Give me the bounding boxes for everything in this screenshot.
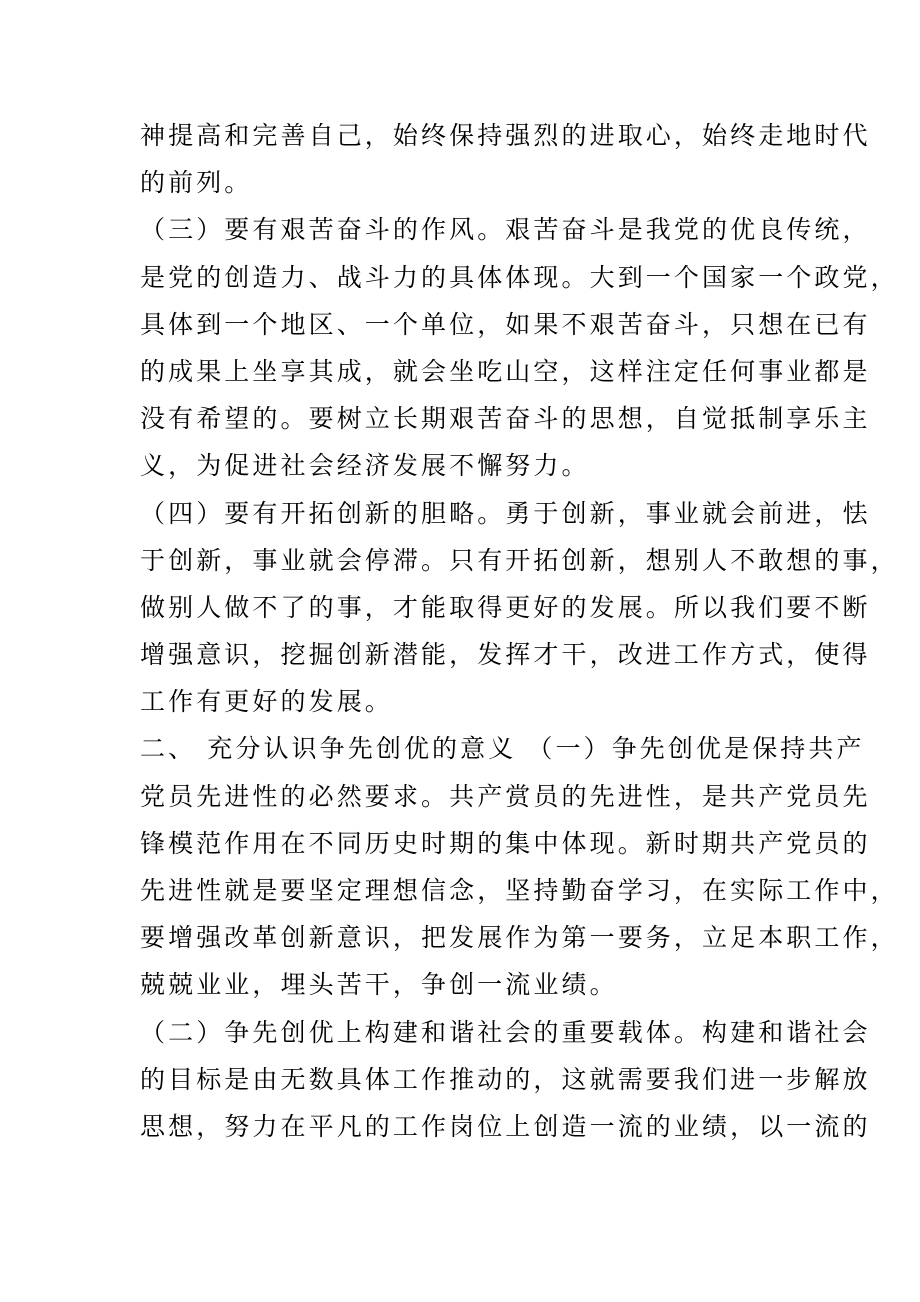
text-line: 先进性就是要坚定理想信念，坚持勤奋学习，在实际工作中， [140, 876, 899, 905]
text-line: 党员先进性的必然要求。共产赏员的先进性，是共产党员先 [140, 781, 871, 811]
text-line: （四）要有开拓创新的胆略。勇于创新，事业就会前进，怯 [140, 498, 871, 528]
text-line: 的目标是由无数具体工作推动的，这就需要我们进一步解放 [140, 1064, 871, 1094]
text-line: 的成果上坐享其成，就会坐吃山空，这样注定任何事业都是 [140, 356, 871, 386]
text-line: 增强意识，挖掘创新潜能，发挥才干，改进工作方式，使得 [140, 640, 871, 670]
text-line: 思想，努力在平凡的工作岗位上创造一流的业绩，以一流的 [140, 1111, 871, 1141]
text-line: 具体到一个地区、一个单位，如果不艰苦奋斗，只想在已有 [140, 309, 871, 339]
text-line: 是党的创造力、战斗力的具体体现。大到一个国家一个政党， [140, 262, 899, 292]
text-line: 神提高和完善自己，始终保持强烈的进取心，始终走地时代 [140, 121, 871, 150]
text-line: 工作有更好的发展。 [140, 687, 393, 717]
document-body [140, 112, 899, 1150]
text-line: 兢兢业业，埋头苦干，争创一流业绩。 [140, 970, 618, 1000]
text-line: 的前列。 [140, 168, 253, 198]
text-line: （三）要有艰苦奋斗的作风。艰苦奋斗是我党的优良传统， [140, 215, 871, 245]
text-line: 没有希望的。要树立长期艰苦奋斗的思想，自觉抵制享乐主 [140, 404, 871, 434]
text-line: 于创新，事业就会停滞。只有开拓创新，想别人不敢想的事， [140, 545, 899, 575]
text-line: 义，为促进社会经济发展不懈努力。 [140, 451, 590, 481]
text-line: 二、 充分认识争先创优的意义 （一）争先创优是保持共产 [140, 734, 865, 764]
text-line: 做别人做不了的事，才能取得更好的发展。所以我们要不断 [140, 592, 871, 622]
text-line: 锋模范作用在不同历史时期的集中体现。新时期共产党员的 [140, 828, 871, 858]
text-line: 要增强改革创新意识，把发展作为第一要务，立足本职工作， [140, 923, 899, 953]
text-line: （二）争先创优上构建和谐社会的重要载体。构建和谐社会 [140, 1017, 871, 1047]
